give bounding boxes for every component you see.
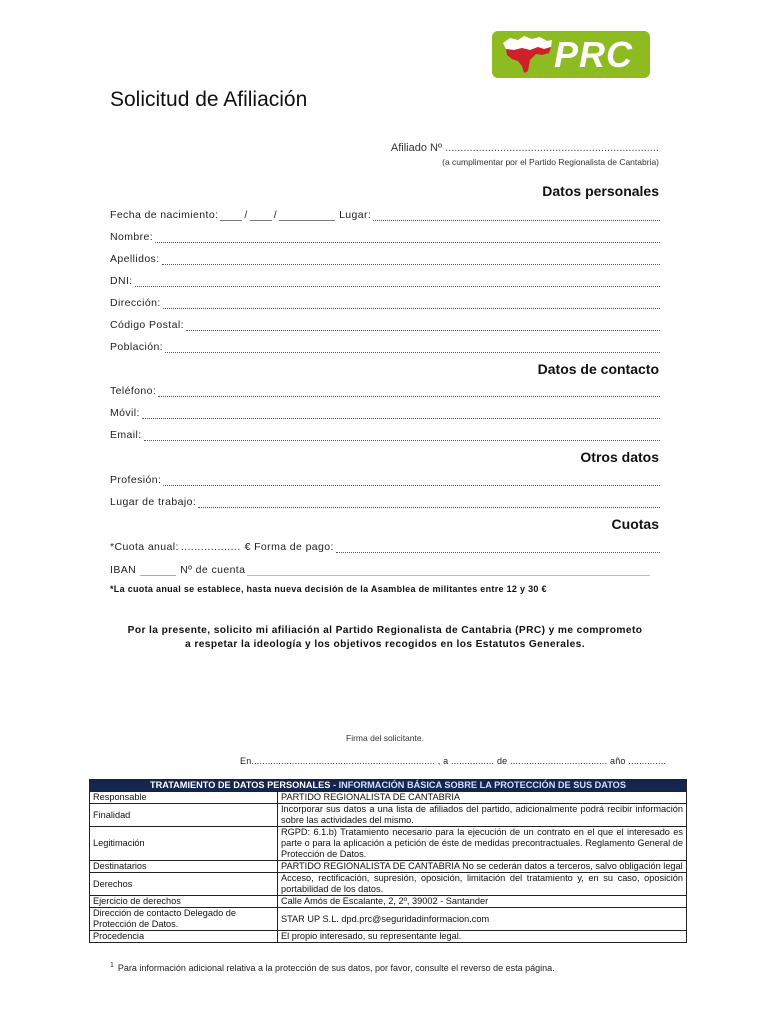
email-label: Email: xyxy=(110,429,142,441)
footnote-text: Para información adicional relativa a la protección de sus datos, por favor, consulte el reverso de esta página. xyxy=(117,963,555,973)
email-field[interactable] xyxy=(144,432,660,441)
page-title: Solicitud de Afiliación xyxy=(110,88,308,111)
movil-field[interactable] xyxy=(142,410,660,419)
iban-field[interactable] xyxy=(140,566,176,576)
rgpd-label: Destinatarios xyxy=(90,861,278,873)
rgpd-value: Acceso, rectificación, supresión, oposición, limitación del tratamiento y, en su caso, oposición portabilidad de los datos. xyxy=(278,873,687,896)
fecha-sep: / xyxy=(244,209,248,221)
poblacion-field[interactable] xyxy=(165,344,660,353)
lugar-trabajo-label: Lugar de trabajo: xyxy=(110,496,197,508)
rgpd-label: Derechos xyxy=(90,873,278,896)
firma-label: Firma del solicitante. xyxy=(346,733,424,743)
lugar-trabajo-row xyxy=(110,494,660,508)
nombre-row xyxy=(110,229,660,243)
footnote-mark: 1 xyxy=(110,962,114,969)
rgpd-table-header xyxy=(90,780,687,792)
profesion-row xyxy=(110,472,660,486)
lugar-trabajo-field[interactable] xyxy=(198,499,660,508)
afiliado-note: (a cumplimentar por el Partido Regionalista de Cantabria) xyxy=(442,157,659,167)
rgpd-value: PARTIDO REGIONALISTA DE CANTABRIA No se cederán datos a terceros, salvo obligación legal xyxy=(278,861,687,873)
telefono-field[interactable] xyxy=(158,388,660,397)
fecha-year-field[interactable] xyxy=(279,211,335,221)
codigo-postal-label: Código Postal: xyxy=(110,319,184,331)
fecha-month-field[interactable] xyxy=(250,211,272,221)
telefono-label: Teléfono: xyxy=(110,385,157,397)
section-heading-contacto: Datos de contacto xyxy=(537,361,659,377)
movil-row xyxy=(110,405,660,419)
declaration-line: Por la presente, solicito mi afiliación al Partido Regionalista de Cantabria (PRC) y me comprometo xyxy=(127,625,643,636)
rgpd-label: Finalidad xyxy=(90,804,278,827)
cuota-row xyxy=(110,539,660,553)
direccion-field[interactable] xyxy=(163,300,660,309)
lugar-field[interactable] xyxy=(373,212,660,221)
codigo-postal-row xyxy=(110,317,660,331)
apellidos-label: Apellidos: xyxy=(110,253,160,265)
table-row xyxy=(90,804,687,827)
afiliado-label: Afiliado Nº xyxy=(390,142,442,154)
afiliado-number xyxy=(391,142,659,154)
forma-pago-label: € Forma de pago: xyxy=(244,541,334,553)
iban-label: IBAN xyxy=(110,564,137,576)
rgpd-header-cell xyxy=(90,780,687,792)
rgpd-label: Responsable xyxy=(90,792,278,804)
dni-row xyxy=(110,273,660,287)
fecha-label: Fecha de nacimiento: xyxy=(110,209,219,221)
rgpd-value: PARTIDO REGIONALISTA DE CANTABRIA xyxy=(278,792,687,804)
direccion-label: Dirección: xyxy=(110,297,161,309)
declaration xyxy=(90,624,680,652)
declaration-line: a respetar la ideología y los objetivos recogidos en los Estatutos Generales. xyxy=(185,639,585,650)
telefono-row xyxy=(110,383,660,397)
poblacion-row xyxy=(110,339,660,353)
iban-row xyxy=(110,562,660,576)
rgpd-label: Procedencia xyxy=(90,931,278,943)
dni-field[interactable] xyxy=(135,278,660,287)
section-heading-otros: Otros datos xyxy=(580,449,659,465)
table-row xyxy=(90,861,687,873)
fecha-day-field[interactable] xyxy=(220,211,242,221)
poblacion-label: Población: xyxy=(110,341,164,353)
rgpd-value: Calle Amós de Escalante, 2, 2º, 39002 - Santander xyxy=(278,896,687,908)
table-row xyxy=(90,873,687,896)
table-row xyxy=(90,827,687,861)
apellidos-field[interactable] xyxy=(162,256,660,265)
direccion-row xyxy=(110,295,660,309)
rgpd-label: Dirección de contacto Delegado de Protección de Datos. xyxy=(90,908,278,931)
forma-pago-field[interactable] xyxy=(336,544,660,553)
rgpd-value: STAR UP S.L. dpd.prc@seguridadinformacion.com xyxy=(278,908,687,931)
rgpd-header-right: - INFORMACIÓN BÁSICA SOBRE LA PROTECCIÓN DE SUS DATOS xyxy=(330,780,626,790)
email-row xyxy=(110,427,660,441)
rgpd-table xyxy=(89,779,687,943)
footnote xyxy=(110,962,555,973)
nombre-label: Nombre: xyxy=(110,231,154,243)
profesion-label: Profesión: xyxy=(110,474,162,486)
prc-logo xyxy=(492,31,650,78)
rgpd-label: Ejercicio de derechos xyxy=(90,896,278,908)
apellidos-row xyxy=(110,251,660,265)
movil-label: Móvil: xyxy=(110,407,140,419)
cuota-amount-field[interactable]: .................. xyxy=(180,541,241,553)
table-row xyxy=(90,908,687,931)
table-row xyxy=(90,792,687,804)
afiliado-field[interactable]: ...................................................................... xyxy=(445,142,659,154)
fecha-lugar-row xyxy=(110,207,660,221)
cuota-note: *La cuota anual se establece, hasta nueva decisión de la Asamblea de militantes entre 12 y 30 € xyxy=(110,584,547,594)
lugar-fecha-field[interactable]: En.................................................................... , a ................ de .................................... año .............. xyxy=(240,756,667,766)
rgpd-label: Legitimación xyxy=(90,827,278,861)
profesion-field[interactable] xyxy=(163,477,660,486)
lugar-label: Lugar: xyxy=(339,209,372,221)
table-row xyxy=(90,896,687,908)
cuota-label: *Cuota anual: xyxy=(110,541,179,553)
cantabria-flag-map-icon xyxy=(500,33,554,76)
section-heading-personal: Datos personales xyxy=(542,183,659,199)
rgpd-value: El propio interesado, su representante legal. xyxy=(278,931,687,943)
dni-label: DNI: xyxy=(110,275,133,287)
cuenta-field[interactable] xyxy=(247,567,650,576)
logo-text: PRC xyxy=(554,34,634,75)
fecha-sep: / xyxy=(273,209,278,221)
rgpd-value: Incorporar sus datos a una lista de afiliados del partido, adicionalmente podrá recibir información sobre las actividades del mismo. xyxy=(278,804,687,827)
nombre-field[interactable] xyxy=(155,234,660,243)
codigo-postal-field[interactable] xyxy=(186,322,660,331)
cuenta-label: Nº de cuenta xyxy=(180,564,246,576)
rgpd-value: RGPD: 6.1.b) Tratamiento necesario para la ejecución de un contrato en el que el interesado es parte o para la aplicación a petición de éste de medidas precontractuales. Reglamento General de Protección de Datos. xyxy=(278,827,687,861)
section-heading-cuotas: Cuotas xyxy=(611,516,659,532)
table-row xyxy=(90,931,687,943)
rgpd-header-left: TRATAMIENTO DE DATOS PERSONALES xyxy=(150,780,331,790)
